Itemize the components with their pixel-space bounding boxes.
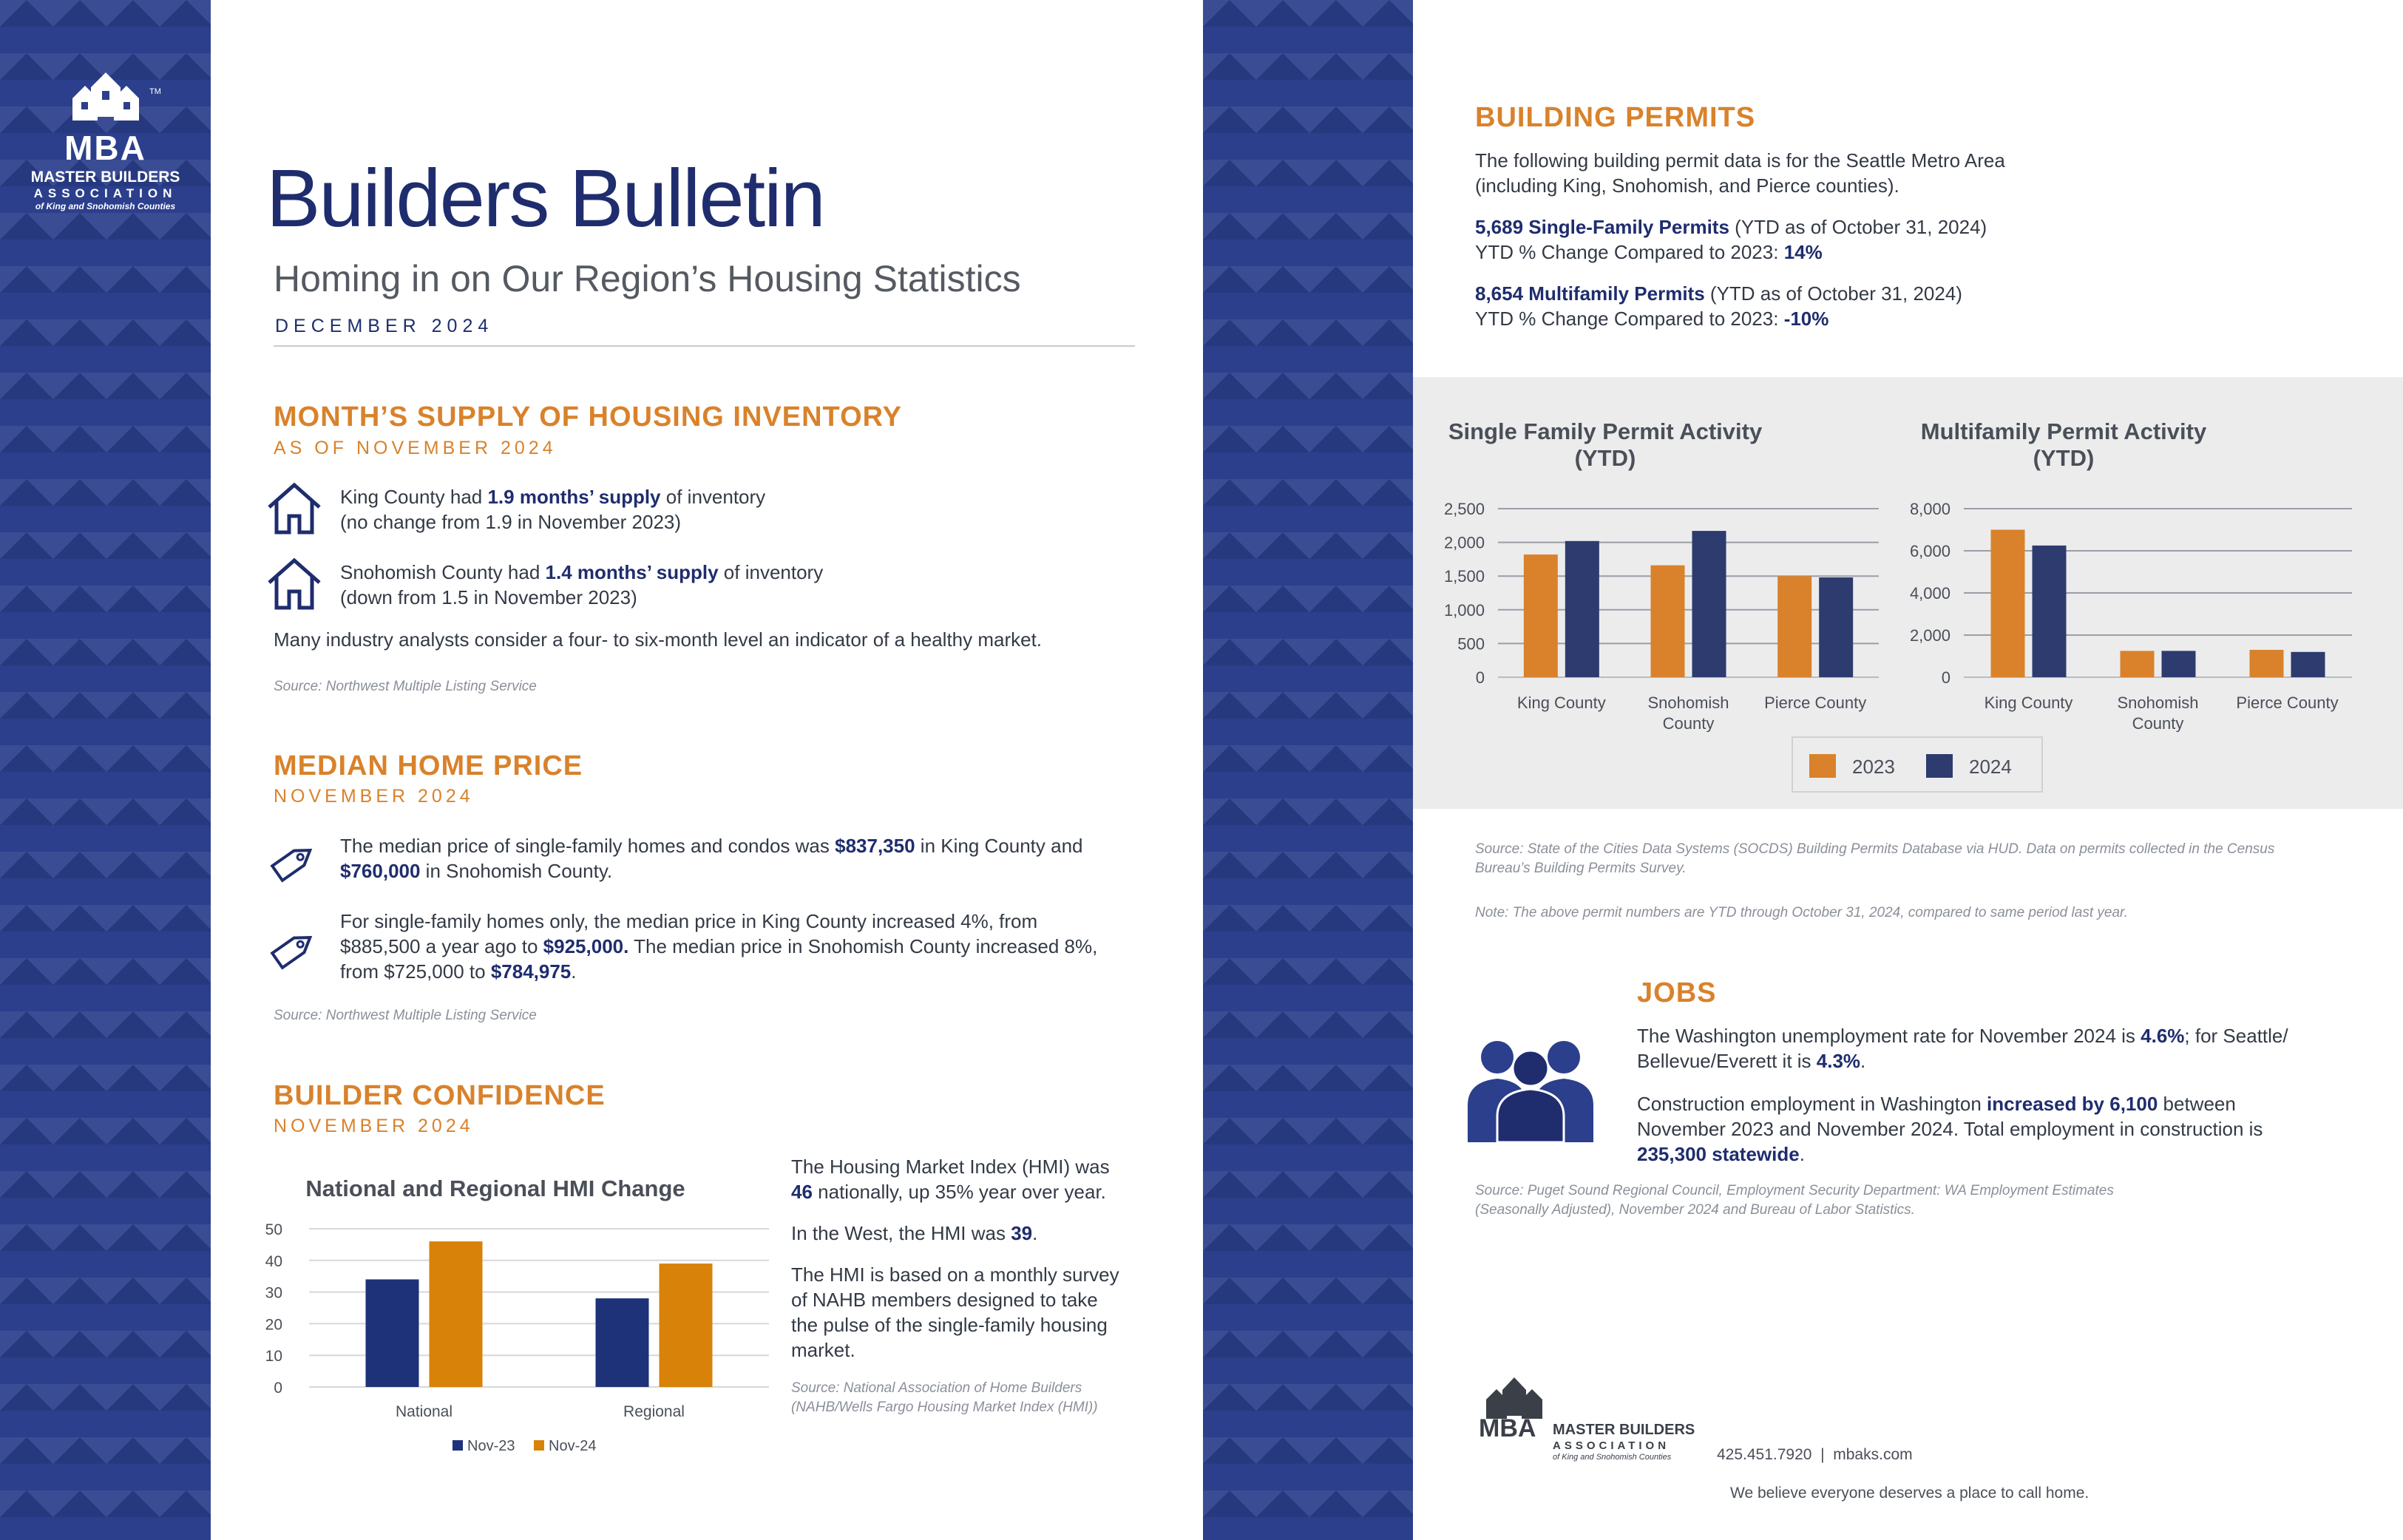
hmi-chart-svg <box>214 1205 776 1486</box>
footer-logo-line3: of King and Snohomish Counties <box>1553 1453 1672 1462</box>
x-tick-label: King County <box>1516 693 1606 712</box>
y-tick-label: 2,000 <box>1443 533 1485 552</box>
house-icon <box>265 554 324 614</box>
conf-t3-line: of NAHB members designed to take <box>791 1289 1098 1311</box>
x-tick-label: King County <box>1984 693 2073 712</box>
bar-2023 <box>1651 566 1685 677</box>
footer-logo-line2: ASSOCIATION <box>1553 1439 1670 1452</box>
jobs-p1-e: 4.3% <box>1816 1050 1861 1072</box>
people-group-icon <box>1457 1031 1604 1142</box>
logo-line3: of King and Snohomish Counties <box>35 201 176 211</box>
bar-2023 <box>1777 576 1811 677</box>
issue-date: DECEMBER 2024 <box>275 316 494 336</box>
permits-mf-a: 8,654 Multifamily Permits <box>1475 282 1705 305</box>
conf-t2-c: . <box>1032 1222 1038 1244</box>
jobs-p1 <box>1637 1023 2288 1073</box>
confidence-subheading: NOVEMBER 2024 <box>274 1116 474 1136</box>
median-source: Source: Northwest Multiple Listing Service <box>274 1008 537 1023</box>
bar-2023 <box>2121 651 2155 677</box>
conf-t1-c: nationally, up 35% year over year. <box>812 1181 1106 1203</box>
logo-line2: ASSOCIATION <box>33 186 177 200</box>
footer-logo <box>1479 1371 1695 1468</box>
sf-title-line: (YTD) <box>1574 445 1636 471</box>
jobs-p2-f: . <box>1799 1143 1805 1165</box>
inv-king-c: of inventory <box>660 486 766 508</box>
jobs-p2-a: Construction employment in Washington <box>1637 1093 1987 1115</box>
med-p2-b: $885,500 a year ago to <box>340 935 543 957</box>
jobs-p1-f: . <box>1860 1050 1866 1072</box>
x-tick-label: Snohomish <box>1647 693 1729 712</box>
conf-t2-b: 39 <box>1011 1222 1033 1244</box>
bar-2024 <box>1692 531 1726 677</box>
mf-chart-title <box>1886 418 2241 472</box>
bar-2023 <box>1524 554 1558 677</box>
confidence-heading: BUILDER CONFIDENCE <box>274 1080 606 1111</box>
y-tick-label: 20 <box>265 1316 282 1334</box>
jobs-heading: JOBS <box>1637 977 1717 1008</box>
med-p1-b: $837,350 <box>835 835 915 857</box>
median-p1 <box>340 833 1083 883</box>
y-tick-label: 2,000 <box>1909 626 1950 645</box>
jobs-p1-c: ; for Seattle/ <box>2184 1025 2288 1047</box>
y-tick-label: 40 <box>265 1252 282 1270</box>
inventory-subheading: AS OF NOVEMBER 2024 <box>274 438 557 458</box>
footer-logo-line1: MASTER BUILDERS <box>1553 1422 1695 1438</box>
jobs-source <box>1475 1181 2114 1220</box>
median-heading: MEDIAN HOME PRICE <box>274 750 583 781</box>
median-p2 <box>340 909 1097 984</box>
sf-chart-title <box>1420 418 1790 472</box>
x-tick-label: Regional <box>623 1403 685 1420</box>
permits-source-line: Source: State of the Cities Data Systems (SOCDS) Building Permits Database via HUD. Data on permits collected in the Census <box>1475 841 2275 857</box>
inv-sno-b: 1.4 months’ supply <box>545 561 719 583</box>
med-p1-a: The median price of single-family homes and condos was <box>340 835 836 857</box>
inv-sno-a: Snohomish County had <box>340 561 546 583</box>
median-subheading: NOVEMBER 2024 <box>274 786 474 807</box>
conf-source-line: (NAHB/Wells Fargo Housing Market Index (HMI)) <box>791 1400 1098 1415</box>
permits-intro-line: The following building permit data is for the Seattle Metro Area <box>1475 149 2005 172</box>
bar-Nov-23 <box>596 1298 649 1387</box>
y-tick-label: 0 <box>1475 668 1485 687</box>
permits-sf-a: 5,689 Single-Family Permits <box>1475 216 1729 238</box>
hmi-chart <box>214 1168 776 1464</box>
permits-sf <box>1475 214 1987 265</box>
bar-2024 <box>1565 541 1599 677</box>
inventory-sno-text <box>340 560 823 610</box>
bar-2023 <box>2250 650 2284 677</box>
bar-Nov-24 <box>660 1263 713 1387</box>
legend-swatch <box>453 1440 463 1451</box>
permits-source-line: Bureau’s Building Permits Survey. <box>1475 861 1687 876</box>
permits-sf-c: YTD % Change Compared to 2023: <box>1475 241 1784 263</box>
permits-chart-panel <box>1413 377 2403 809</box>
x-tick-label: National <box>395 1403 453 1420</box>
mf-title-line: Multifamily Permit Activity <box>1920 418 2207 444</box>
jobs-p2-b: increased by 6,100 <box>1987 1093 2158 1115</box>
y-tick-label: 6,000 <box>1909 542 1950 560</box>
permits-legend <box>1792 736 2043 793</box>
x-tick-label: County <box>1662 714 1715 732</box>
footer-contact[interactable]: 425.451.7920 | mbaks.com <box>1717 1446 1913 1463</box>
footer-logo-mark: MBA <box>1479 1414 1536 1442</box>
y-tick-label: 500 <box>1457 634 1485 654</box>
legend-swatch-2023 <box>1809 754 1836 778</box>
bar-2024 <box>2162 651 2196 677</box>
med-p2-d: The median price in Snohomish County increased 8%, <box>628 935 1098 957</box>
bar-2023 <box>1991 530 2025 678</box>
left-pattern-band <box>0 0 211 1540</box>
permits-sf-d: 14% <box>1783 241 1823 263</box>
logo-tm: TM <box>149 87 161 96</box>
bar-2024 <box>2033 546 2067 677</box>
x-tick-label: County <box>2132 714 2184 732</box>
permits-mf-c: YTD % Change Compared to 2023: <box>1475 308 1784 330</box>
legend-swatch-2024 <box>1926 754 1953 778</box>
price-tag-icon <box>265 832 324 891</box>
med-p1-d: $760,000 <box>340 860 421 882</box>
y-tick-label: 30 <box>265 1284 282 1302</box>
jobs-p1-a: The Washington unemployment rate for November 2024 is <box>1637 1025 2141 1047</box>
med-p1-c: in King County and <box>915 835 1083 857</box>
sf-title-line: Single Family Permit Activity <box>1448 418 1763 444</box>
y-tick-label: 1,500 <box>1443 567 1485 586</box>
y-tick-label: 0 <box>1941 668 1950 687</box>
bar-Nov-24 <box>430 1241 483 1387</box>
permits-intro <box>1475 148 2005 198</box>
header-divider <box>274 345 1135 347</box>
x-tick-label: Pierce County <box>1764 693 1867 712</box>
legend-label-2024: 2024 <box>1969 756 2012 778</box>
middle-pattern-band <box>1203 0 1413 1540</box>
permits-source <box>1475 840 2274 878</box>
page-subtitle: Homing in on Our Region’s Housing Statistics <box>274 258 1021 299</box>
inventory-heading: MONTH’S SUPPLY OF HOUSING INVENTORY <box>274 401 903 433</box>
logo-line1: MASTER BUILDERS <box>30 169 180 186</box>
conf-t2-a: In the West, the HMI was <box>791 1222 1011 1244</box>
permits-mf-b: (YTD as of October 31, 2024) <box>1704 282 1962 305</box>
page-title: Builders Bulletin <box>266 153 824 244</box>
legend-swatch <box>534 1440 544 1451</box>
med-p2-g: . <box>571 960 577 983</box>
mba-logo <box>22 65 189 228</box>
house-icon <box>265 479 324 538</box>
price-tag-icon <box>265 919 324 978</box>
bar-2024 <box>1819 577 1853 677</box>
jobs-p2 <box>1637 1091 2263 1167</box>
inv-king-b: 1.9 months’ supply <box>487 486 661 508</box>
x-tick-label: Snohomish <box>2117 693 2199 712</box>
y-tick-label: 0 <box>274 1380 282 1397</box>
y-tick-label: 8,000 <box>1909 500 1950 518</box>
x-tick-label: Pierce County <box>2236 693 2339 712</box>
inv-sno-c: of inventory <box>718 561 824 583</box>
hmi-chart-title: National and Regional HMI Change <box>305 1176 685 1201</box>
legend-label: Nov-23 <box>467 1438 515 1454</box>
logo-houses-icon <box>61 65 150 135</box>
jobs-source-line: (Seasonally Adjusted), November 2024 and Bureau of Labor Statistics. <box>1475 1202 1915 1218</box>
y-tick-label: 10 <box>265 1348 282 1366</box>
mf-chart-svg <box>1894 488 2374 732</box>
conf-t3-line: market. <box>791 1339 855 1361</box>
med-p2-a: For single-family homes only, the median price in King County increased 4%, from <box>340 910 1038 932</box>
conf-t3-line: The HMI is based on a monthly survey <box>791 1263 1119 1286</box>
y-tick-label: 2,500 <box>1443 500 1485 518</box>
med-p2-e: from $725,000 to <box>340 960 491 983</box>
jobs-p2-e: 235,300 statewide <box>1637 1143 1800 1165</box>
jobs-p1-d: Bellevue/Everett it is <box>1637 1050 1817 1072</box>
permits-intro-line: (including King, Snohomish, and Pierce counties). <box>1475 174 1899 197</box>
jobs-source-line: Source: Puget Sound Regional Council, Employment Security Department: WA Employment Estimates <box>1475 1183 2114 1198</box>
jobs-p1-b: 4.6% <box>2141 1025 2185 1047</box>
inventory-king-text <box>340 484 765 535</box>
med-p2-f: $784,975 <box>490 960 572 983</box>
footer-tagline: We believe everyone deserves a place to call home. <box>1730 1485 2090 1502</box>
conf-t1-b: 46 <box>791 1181 813 1203</box>
conf-source-line: Source: National Association of Home Builders <box>791 1380 1082 1396</box>
jobs-p2-c: between <box>2158 1093 2236 1115</box>
y-tick-label: 1,000 <box>1443 600 1485 620</box>
y-tick-label: 4,000 <box>1909 584 1950 603</box>
inv-sno-d: (down from 1.5 in November 2023) <box>340 586 637 608</box>
permits-heading: BUILDING PERMITS <box>1475 102 1756 133</box>
permits-sf-b: (YTD as of October 31, 2024) <box>1729 216 1987 238</box>
inventory-note: Many industry analysts consider a four- to six-month level an indicator of a healthy market. <box>274 628 1043 651</box>
conf-t1-a: The Housing Market Index (HMI) was <box>791 1156 1110 1178</box>
legend-label-2023: 2023 <box>1852 756 1895 778</box>
confidence-text <box>791 1154 1146 1417</box>
bar-2024 <box>2291 652 2325 677</box>
inv-king-d: (no change from 1.9 in November 2023) <box>340 511 682 533</box>
logo-mark: MBA <box>64 129 146 167</box>
permits-note: Note: The above permit numbers are YTD through October 31, 2024, compared to same period last year. <box>1475 905 2128 920</box>
inventory-source: Source: Northwest Multiple Listing Service <box>274 679 537 694</box>
legend-label: Nov-24 <box>549 1438 597 1454</box>
inv-king-a: King County had <box>340 486 488 508</box>
jobs-p2-d: November 2023 and November 2024. Total employment in construction is <box>1637 1118 2263 1140</box>
conf-t3-line: the pulse of the single-family housing <box>791 1314 1108 1336</box>
y-tick-label: 50 <box>265 1221 282 1238</box>
bar-Nov-23 <box>366 1279 419 1387</box>
med-p1-e: in Snohomish County. <box>420 860 613 882</box>
sf-chart-svg <box>1428 488 1901 732</box>
permits-mf <box>1475 281 1962 331</box>
permits-mf-d: -10% <box>1783 308 1829 330</box>
med-p2-c: $925,000. <box>543 935 629 957</box>
mf-title-line: (YTD) <box>2033 445 2095 471</box>
